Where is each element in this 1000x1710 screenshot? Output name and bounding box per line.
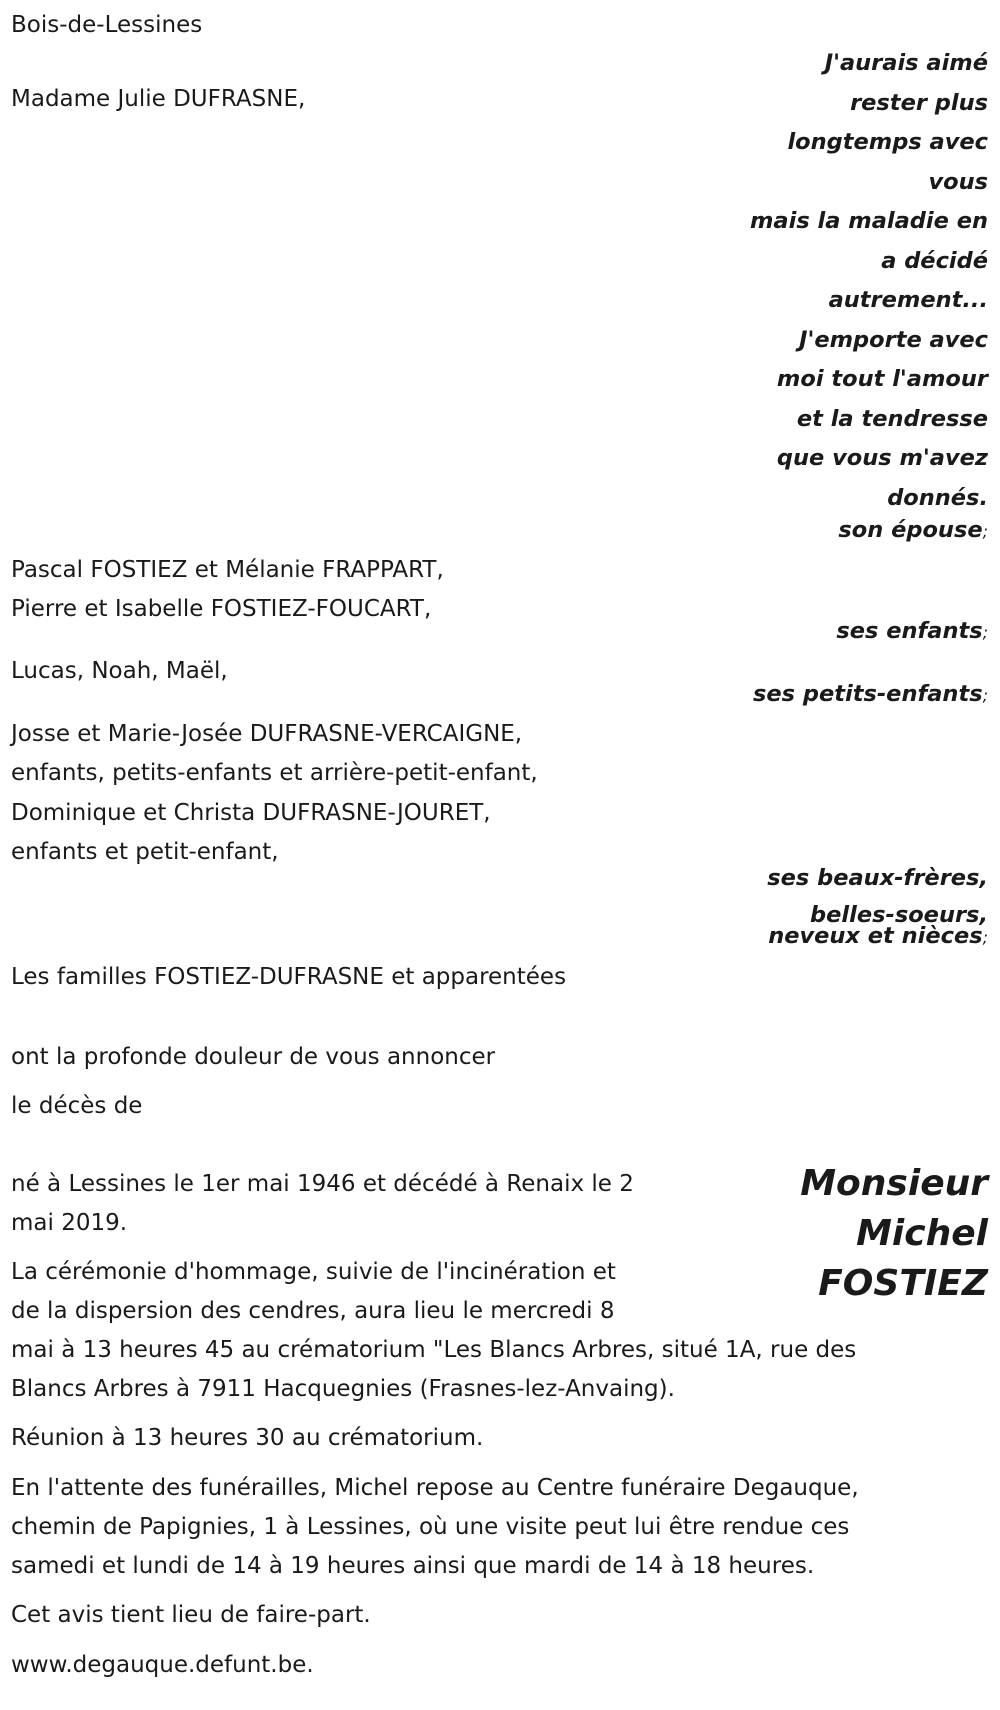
ceremony-line: mai à 13 heures 45 au crématorium "Les Blancs Arbres, situé 1A, rue des (11, 1337, 857, 1363)
deceased-first-name: Michel (856, 1213, 988, 1254)
poem-line: mais la maladie en (749, 208, 988, 234)
poem-line: rester plus (850, 89, 988, 116)
poem-line: J'emporte avec (799, 326, 988, 353)
birth-death-line: né à Lessines le 1er mai 1946 et décédé à Renaix le 2 (11, 1171, 634, 1197)
children-relation (836, 618, 988, 646)
ceremony-line: de la dispersion des cendres, aura lieu le mercredi 8 (11, 1298, 615, 1324)
in-laws-relation-label: neveux et nièces (768, 923, 983, 949)
location-text: Bois-de-Lessines (11, 12, 203, 38)
in-laws-relation-line: ses beaux-frères, (767, 865, 988, 891)
visitation-line: samedi et lundi de 14 à 19 heures ainsi que mardi de 14 à 18 heures. (11, 1553, 815, 1579)
meeting-text: Réunion à 13 heures 30 au crématorium. (11, 1425, 484, 1451)
children-line: Pascal FOSTIEZ et Mélanie FRAPPART, (11, 557, 444, 583)
in-laws-separator: ; (982, 928, 988, 947)
poem-line: donnés. (887, 484, 988, 511)
children-line: Pierre et Isabelle FOSTIEZ-FOUCART, (11, 596, 432, 622)
visitation-line: chemin de Papignies, 1 à Lessines, où une visite peut lui être rendue ces (11, 1514, 850, 1540)
deceased-name (728, 1159, 988, 1309)
website-link[interactable]: www.degauque.defunt.be. (11, 1652, 314, 1678)
visitation-line: En l'attente des funérailles, Michel repose au Centre funéraire Degauque, (11, 1475, 859, 1501)
spouse-separator: ; (982, 522, 988, 541)
poem-line: que vous m'avez (776, 445, 988, 471)
poem-line: et la tendresse (796, 405, 988, 432)
spouse-relation-label: son épouse (838, 517, 983, 543)
deceased-last-name: FOSTIEZ (818, 1263, 988, 1304)
spouse-name: Madame Julie DUFRASNE, (11, 86, 306, 112)
birth-death-line: mai 2019. (11, 1210, 128, 1236)
ceremony-line: La cérémonie d'hommage, suivie de l'incinération et (11, 1259, 616, 1285)
grandchildren-separator: ; (982, 686, 988, 705)
spouse-relation (838, 517, 988, 545)
poem-line: longtemps avec (787, 129, 988, 155)
poem-line: autrement... (828, 287, 988, 313)
in-laws-line: enfants, petits-enfants et arrière-petit-enfant, (11, 760, 538, 786)
grandchildren-relation-label: ses petits-enfants (752, 681, 983, 707)
families-text: Les familles FOSTIEZ-DUFRASNE et apparentées (11, 964, 567, 990)
grandchildren-names: Lucas, Noah, Maël, (11, 658, 228, 684)
in-laws-line: enfants et petit-enfant, (11, 839, 279, 865)
poem-line: a décidé (881, 247, 988, 274)
in-laws-relation-line: belles-soeurs, (810, 902, 988, 928)
notice-text: Cet avis tient lieu de faire-part. (11, 1602, 371, 1628)
in-laws-line: Dominique et Christa DUFRASNE-JOURET, (11, 800, 491, 826)
poem-line: vous (928, 168, 988, 195)
announcement-line: ont la profonde douleur de vous annoncer (11, 1044, 496, 1070)
announcement-line: le décès de (11, 1093, 143, 1119)
in-laws-relation-last (768, 923, 988, 951)
poem-block (688, 44, 988, 518)
poem-line: J'aurais aimé (824, 50, 988, 76)
children-separator: ; (982, 623, 988, 642)
ceremony-line: Blancs Arbres à 7911 Hacquegnies (Frasnes-lez-Anvaing). (11, 1376, 675, 1402)
deceased-title: Monsieur (800, 1163, 988, 1204)
grandchildren-relation (753, 681, 988, 709)
poem-line: moi tout l'amour (776, 366, 988, 392)
children-relation-label: ses enfants (836, 618, 983, 644)
in-laws-line: Josse et Marie-Josée DUFRASNE-VERCAIGNE, (11, 721, 523, 747)
